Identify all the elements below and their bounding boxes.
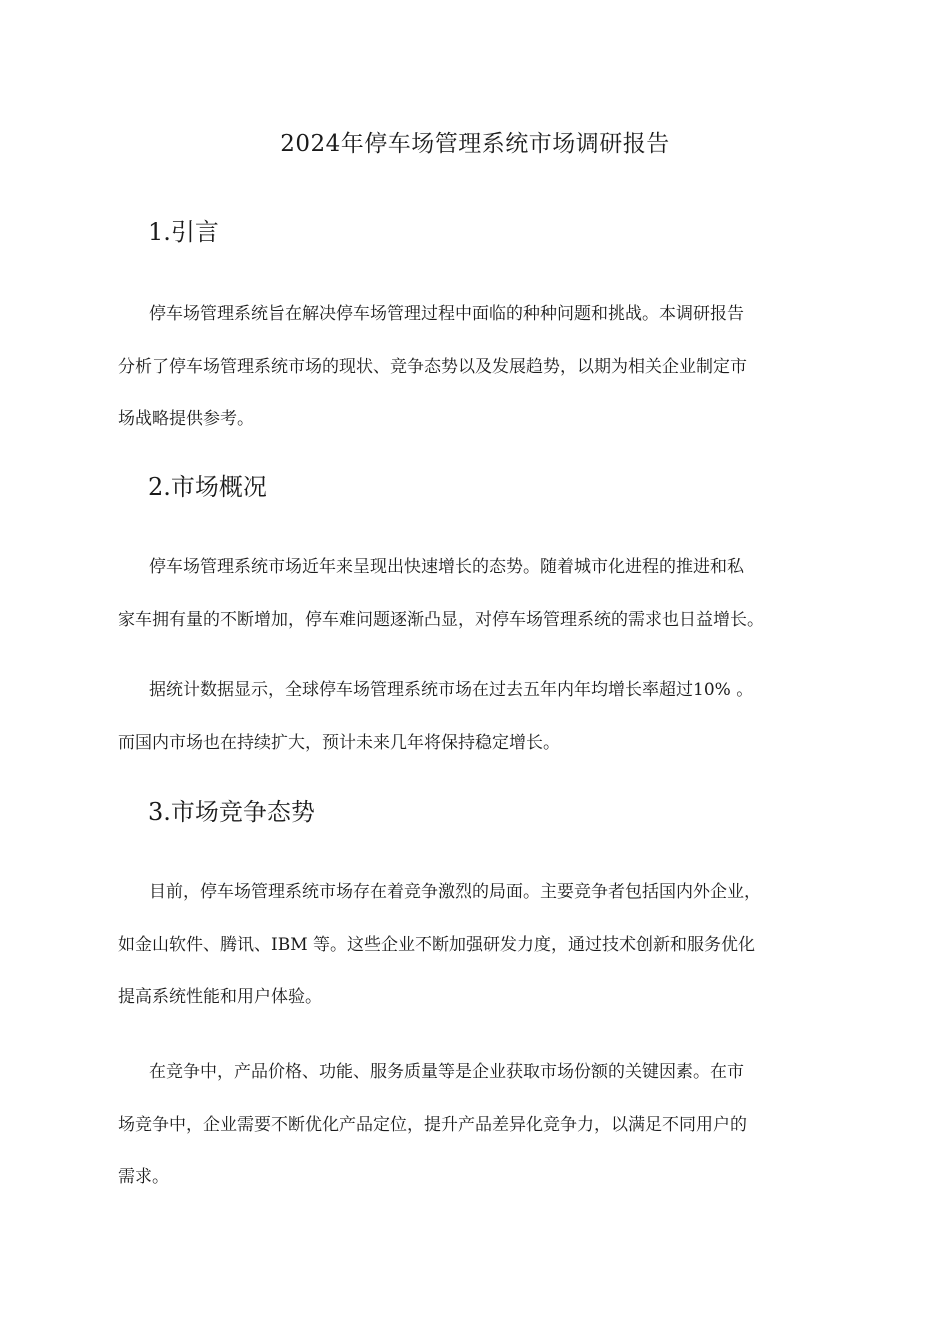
section-heading-introduction: 1.引言: [148, 218, 219, 246]
paragraph-competitive-factors: [118, 1046, 858, 1204]
document-title: 2024年停车场管理系统市场调研报告: [280, 131, 670, 157]
paragraph-market-growth: [118, 541, 858, 646]
paragraph-line: 在竞争中，产品价格、功能、服务质量等是企业获取市场份额的关键因素。在市: [149, 1062, 744, 1082]
paragraph-line: 场竞争中，企业需要不断优化产品定位，提升产品差异化竞争力，以满足不同用户的: [118, 1114, 747, 1135]
paragraph-competitors: [118, 866, 858, 1024]
section-heading-market-overview: 2.市场概况: [148, 473, 267, 501]
paragraph-line: 场战略提供参考。: [118, 409, 254, 429]
paragraph-line: 停车场管理系统市场近年来呈现出快速增长的态势。随着城市化进程的推进和私: [149, 557, 744, 577]
paragraph-line: 据统计数据显示，全球停车场管理系统市场在过去五年内年均增长率超过10% 。: [149, 680, 754, 700]
paragraph-line: 分析了停车场管理系统市场的现状、竞争态势以及发展趋势，以期为相关企业制定市: [118, 356, 747, 377]
paragraph-introduction: [118, 288, 858, 446]
paragraph-line: 如金山软件、腾讯、IBM 等。这些企业不断加强研发力度，通过技术创新和服务优化: [118, 934, 756, 955]
paragraph-line: 需求。: [118, 1167, 169, 1187]
paragraph-market-statistics: [118, 664, 858, 769]
paragraph-line: 家车拥有量的不断增加，停车难问题逐渐凸显，对停车场管理系统的需求也日益增长。: [118, 609, 764, 630]
paragraph-line: 停车场管理系统旨在解决停车场管理过程中面临的种种问题和挑战。本调研报告: [149, 304, 744, 324]
paragraph-line: 提高系统性能和用户体验。: [118, 987, 322, 1007]
paragraph-line: 而国内市场也在持续扩大，预计未来几年将保持稳定增长。: [118, 732, 560, 753]
paragraph-line: 目前，停车场管理系统市场存在着竞争激烈的局面。主要竞争者包括国内外企业，: [149, 882, 761, 902]
section-heading-competition: 3.市场竞争态势: [148, 798, 315, 826]
